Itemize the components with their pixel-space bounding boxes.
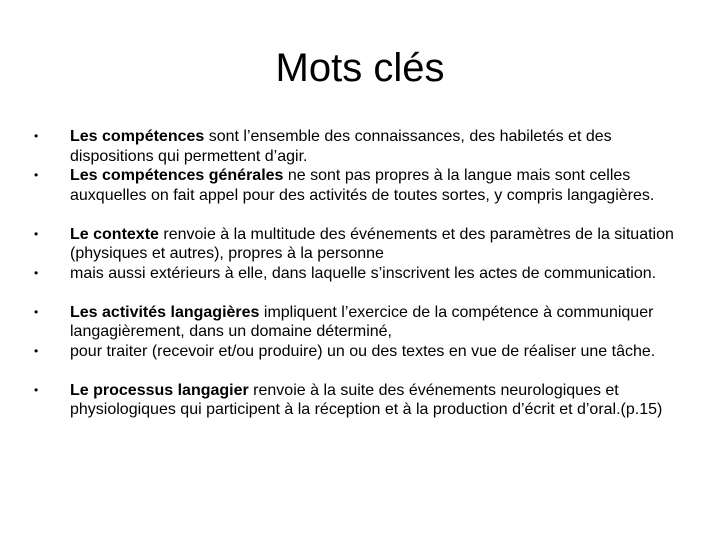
bullet-item: [34, 264, 690, 303]
slide-title: Mots clés: [275, 46, 445, 90]
bullet-item: [34, 303, 690, 342]
bullet-term: Les compétences: [70, 128, 205, 145]
bullet-text: renvoie à la suite des événements neurologiques et physiologiques qui participent à la réception et à la production d’écrit et d’oral.(p.15): [70, 381, 663, 418]
bullet-text: ne sont pas propres à la langue mais sont celles auxquelles on fait appel pour des activités de toutes sortes, y compris langagières.: [70, 167, 655, 204]
bullet-term: Le processus langagier: [70, 381, 249, 399]
bullet-text: impliquent l’exercice de la compétence à communiquer langagièrement, dans un domaine déterminé,: [70, 303, 654, 340]
bullet-dot-icon: •: [34, 304, 39, 319]
bullet-term: Le contexte: [70, 225, 159, 243]
bullet-item: [34, 166, 690, 225]
bullet-text: sont l’ensemble des connaissances, des habiletés et des dispositions qui permettent d’agir.: [70, 128, 612, 165]
bullet-term: Les activités langagières: [70, 303, 260, 321]
bullet-list: [34, 127, 690, 420]
bullet-term: Les compétences générales: [70, 167, 284, 184]
bullet-text: mais aussi extérieurs à elle, dans laquelle s’inscrivent les actes de communication.: [70, 264, 657, 282]
bullet-text: renvoie à la multitude des événements et des paramètres de la situation (physiques et autres), propres à la personne: [70, 225, 674, 262]
bullet-dot-icon: •: [34, 129, 39, 143]
bullet-item: [34, 342, 690, 381]
bullet-dot-icon: •: [34, 265, 39, 280]
bullet-item: [34, 381, 690, 420]
bullet-item: [34, 225, 690, 264]
bullet-item: [34, 127, 690, 166]
bullet-dot-icon: •: [34, 382, 39, 397]
bullet-dot-icon: •: [34, 343, 39, 358]
bullet-text: pour traiter (recevoir et/ou produire) un ou des textes en vue de réaliser une tâche.: [70, 342, 656, 360]
bullet-dot-icon: •: [34, 226, 39, 241]
bullet-dot-icon: •: [34, 168, 39, 182]
